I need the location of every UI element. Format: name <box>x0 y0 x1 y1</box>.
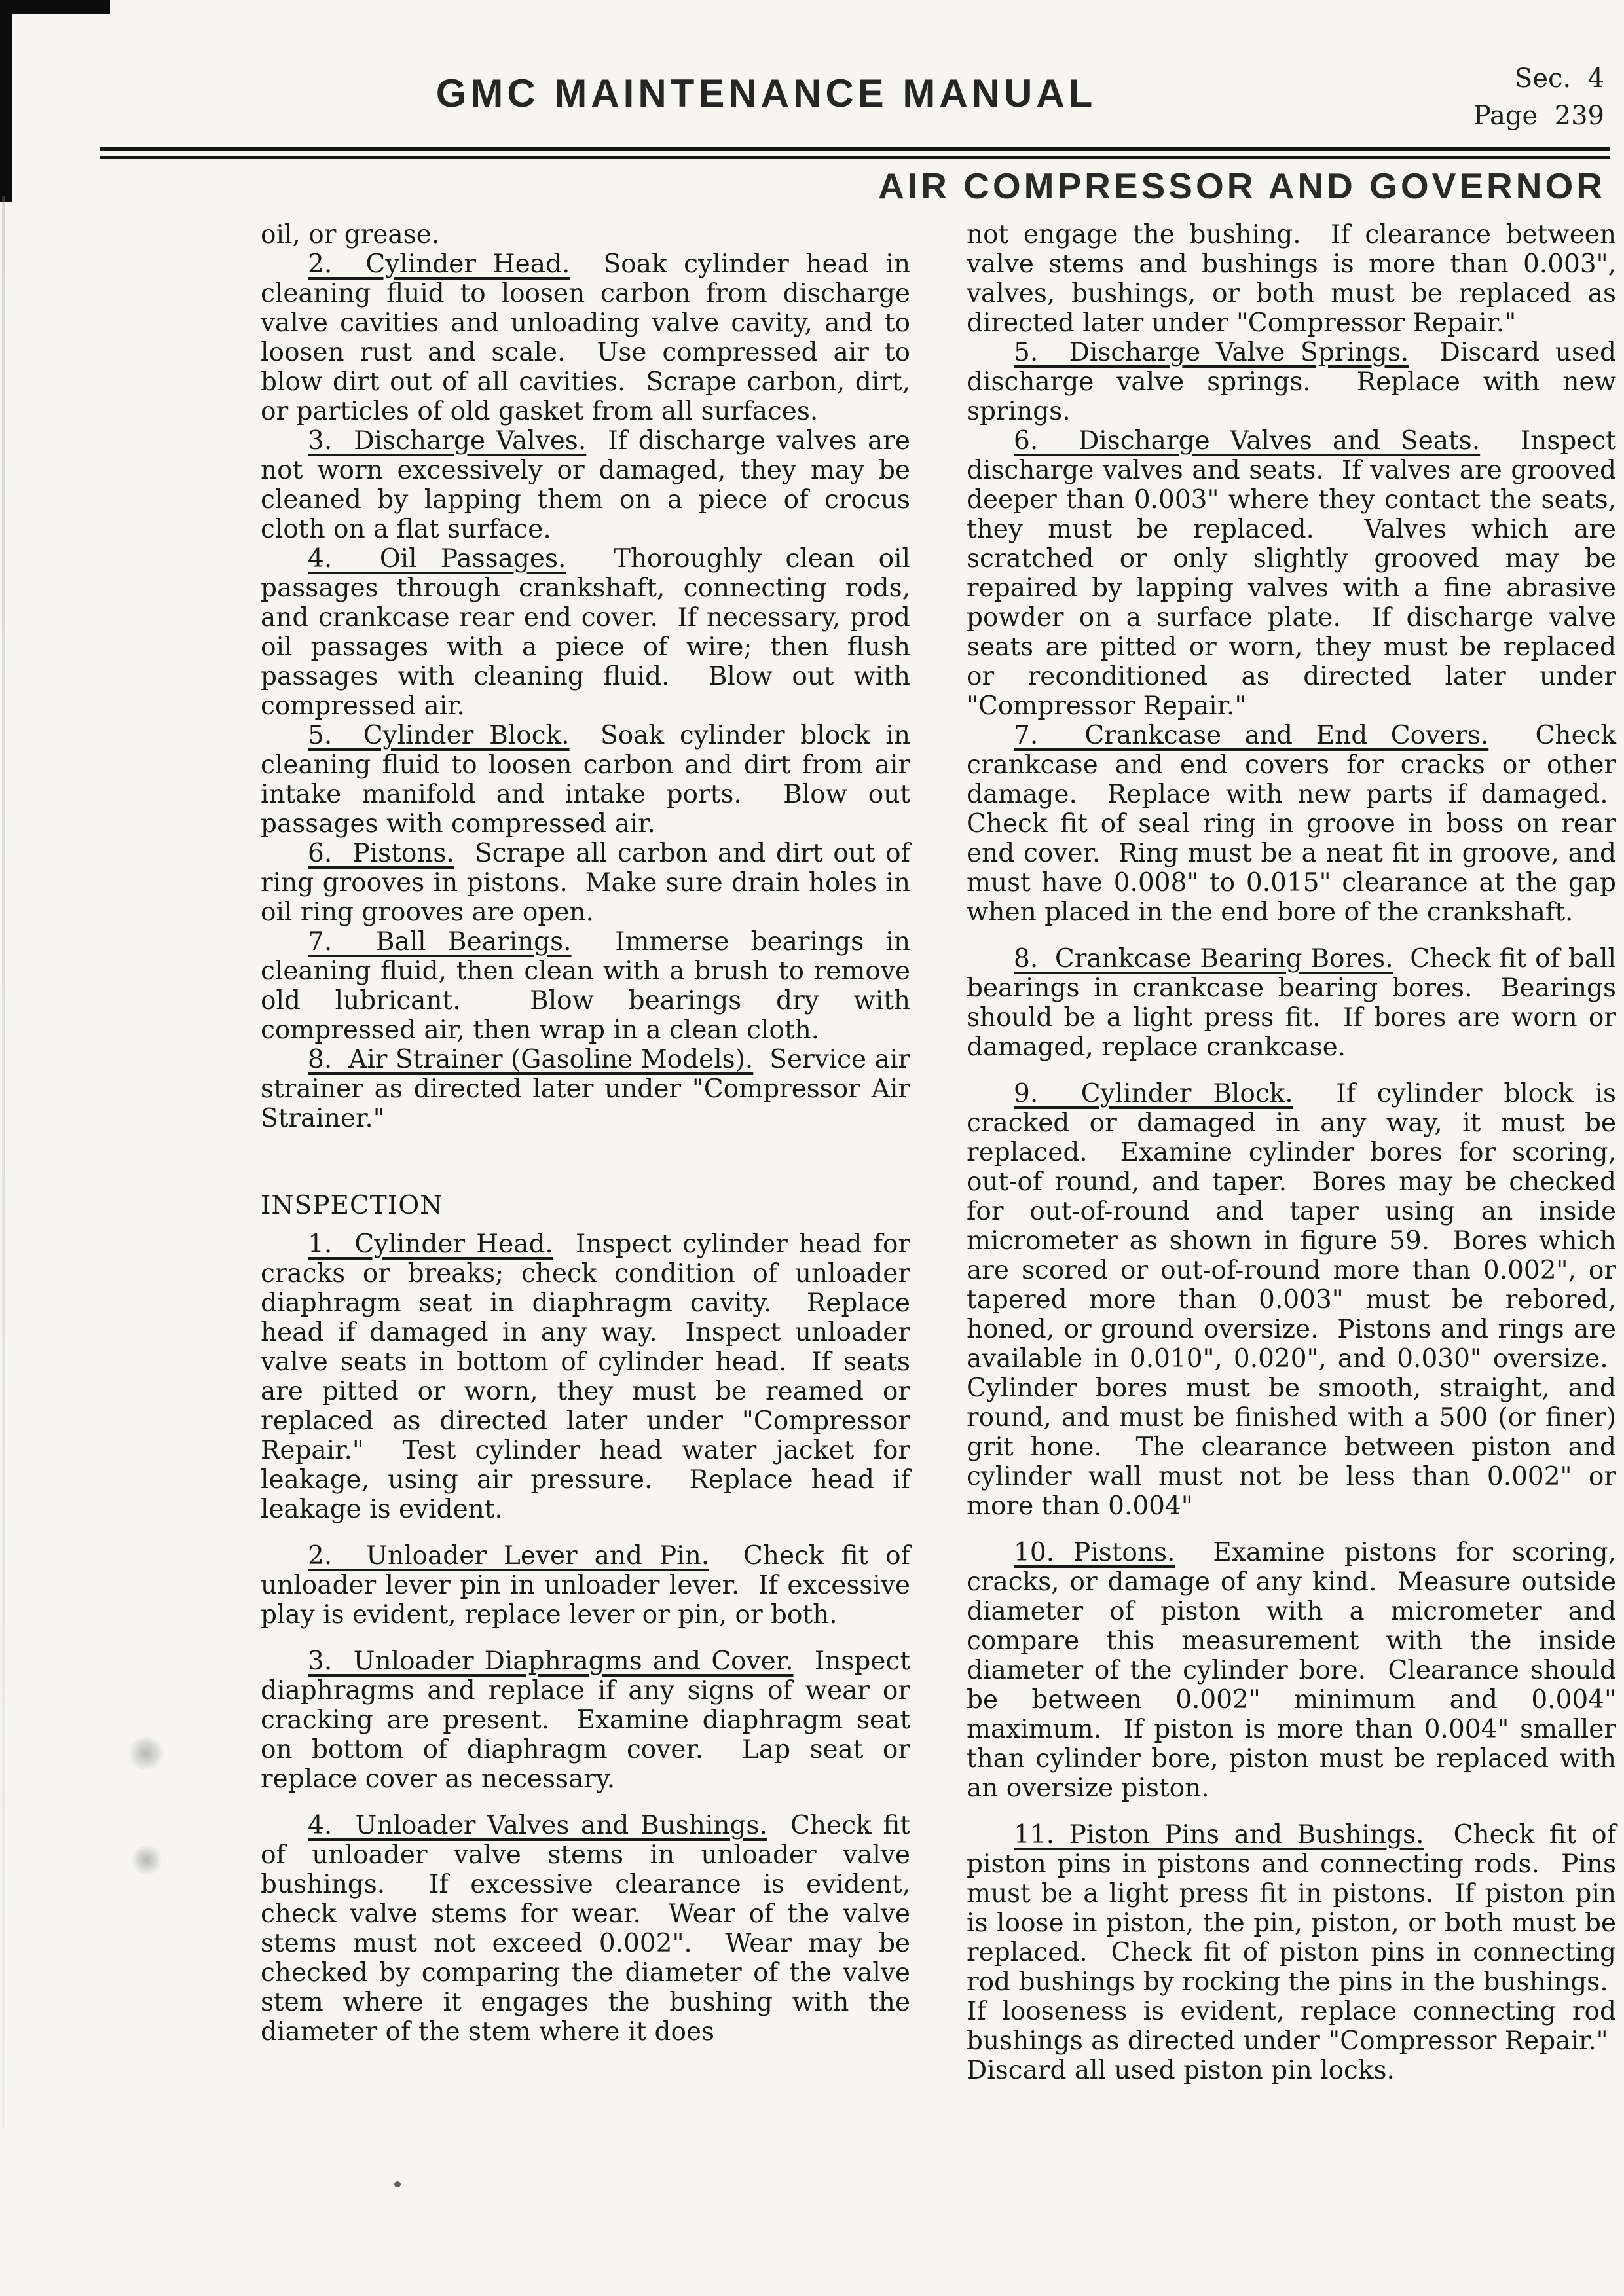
scan-speck <box>394 2181 401 2187</box>
left-column <box>261 220 910 2047</box>
item-heading: 3. Discharge Valves. <box>308 426 587 456</box>
item-heading: 2. Unloader Lever and Pin. <box>308 1541 710 1571</box>
paragraph: 11. Piston Pins and Bushings. Check fit of piston pins in pistons and connecting rods. Pins must be a light press fit in pistons. If piston pin is loose in piston, the pin, piston, or both must be replaced. Check fit of piston pins in connecting rod bushings by rocking the pins in the bushings. If looseness is evident, replace connecting rod bushings as directed under "Compressor Repair." Discard all used piston pin locks. <box>967 1820 1616 2085</box>
paragraph: oil, or grease. <box>261 220 440 249</box>
scan-smudge <box>128 1736 164 1770</box>
item-heading: 6. Pistons. <box>308 839 454 868</box>
paragraph: 7. Ball Bearings. Immerse bearings in cleaning fluid, then clean with a brush to remove old lubricant. Blow bearings dry with compressed air, then wrap in a clean cloth. <box>261 927 910 1045</box>
paragraph: 2. Unloader Lever and Pin. Check fit of unloader lever pin in unloader lever. If excessive play is evident, replace lever or pin, or both. <box>261 1541 910 1630</box>
item-heading: 5. Discharge Valve Springs. <box>1014 338 1409 367</box>
item-heading: 5. Cylinder Block. <box>308 721 570 750</box>
section-heading: INSPECTION <box>261 1191 443 1220</box>
item-heading: 8. Air Strainer (Gasoline Models). <box>308 1045 754 1074</box>
header-rule-top <box>100 147 1610 151</box>
section-page-block <box>1473 60 1604 135</box>
item-heading: 7. Crankcase and End Covers. <box>1014 721 1489 750</box>
scan-smudge <box>131 1845 162 1875</box>
scan-edge-artifact <box>2 196 5 2128</box>
page-title: GMC MAINTENANCE MANUAL <box>435 71 1097 115</box>
chapter-subtitle: AIR COMPRESSOR AND GOVERNOR <box>878 166 1606 206</box>
paragraph: 2. Cylinder Head. Soak cylinder head in cleaning fluid to loosen carbon from discharge valve cavities and unloading valve cavity, and to loosen rust and scale. Use compressed air to blow dirt out of all cavities. Scrape carbon, dirt, or particles of old gasket from all surfaces. <box>261 249 911 426</box>
item-heading: 11. Piston Pins and Bushings. <box>1014 1820 1424 1850</box>
paragraph: 4. Oil Passages. Thoroughly clean oil passages through crankshaft, connecting rods, and crankcase rear end cover. If necessary, prod oil passages with a piece of wire; then flush passages with cleaning fluid. Blow out with compressed air. <box>261 544 910 721</box>
item-heading: 4. Unloader Valves and Bushings. <box>308 1811 767 1840</box>
item-heading: 3. Unloader Diaphragms and Cover. <box>308 1647 794 1676</box>
item-heading: 1. Cylinder Head. <box>308 1230 553 1259</box>
item-heading: 8. Crankcase Bearing Bores. <box>1014 944 1393 974</box>
right-column <box>967 220 1616 2085</box>
paragraph: 8. Crankcase Bearing Bores. Check fit of ball bearings in crankcase bearing bores. Bearings should be a light press fit. If bores are worn or damaged, replace crankcase. <box>967 944 1616 1062</box>
paragraph: 7. Crankcase and End Covers. Check crankcase and end covers for cracks or other damage. Replace with new parts if damaged. Check fit of seal ring in groove in boss on rear end cover. Ring must be a neat fit in groove, and must have 0.008" to 0.015" clearance at the gap when placed in the end bore of the crankshaft. <box>967 721 1616 927</box>
item-heading: 10. Pistons. <box>1014 1538 1175 1567</box>
paragraph: 8. Air Strainer (Gasoline Models). Service air strainer as directed later under "Compressor Air Strainer." <box>261 1045 910 1133</box>
paragraph: 9. Cylinder Block. If cylinder block is cracked or damaged in any way, it must be replaced. Examine cylinder bores for scoring, out-of round, and taper. Bores may be checked for out-of-round and taper using an inside micrometer as shown in figure 59. Bores which are scored or out-of-round more than 0.002", or tapered more than 0.003" must be rebored, honed, or ground oversize. Pistons and rings are available in 0.010", 0.020", and 0.030" oversize. Cylinder bores must be smooth, straight, and round, and must be finished with a 500 (or finer) grit hone. The clearance between piston and cylinder wall must not be less than 0.002" or more than 0.004" <box>967 1079 1616 1521</box>
paragraph: 4. Unloader Valves and Bushings. Check fit of unloader valve stems in unloader valve bushings. If excessive clearance is evident, check valve stems for wear. Wear of the valve stems must not exceed 0.002". Wear may be checked by comparing the diameter of the valve stem where it engages the bushing with the diameter of the stem where it does <box>261 1811 910 2047</box>
paragraph: 10. Pistons. Examine pistons for scoring, cracks, or damage of any kind. Measure outside diameter of piston with a micrometer and compare this measurement with the inside diameter of the cylinder bore. Clearance should be between 0.002" minimum and 0.004" maximum. If piston is more than 0.004" smaller than cylinder bore, piston must be replaced with an oversize piston. <box>967 1538 1616 1803</box>
paragraph: not engage the bushing. If clearance between valve stems and bushings is more than 0.003", valves, bushings, or both must be replaced as directed later under "Compressor Repair." <box>967 220 1616 338</box>
header-rule-bottom <box>100 156 1610 159</box>
item-heading: 4. Oil Passages. <box>308 544 566 574</box>
item-heading: 6. Discharge Valves and Seats. <box>1014 426 1481 456</box>
paragraph: 3. Discharge Valves. If discharge valves are not worn excessively or damaged, they may be cleaned by lapping them on a piece of crocus cloth on a flat surface. <box>261 426 910 544</box>
paragraph: 5. Cylinder Block. Soak cylinder block in cleaning fluid to loosen carbon and dirt from air intake manifold and intake ports. Blow out passages with compressed air. <box>261 721 910 839</box>
paragraph: 6. Discharge Valves and Seats. Inspect discharge valves and seats. If valves are grooved deeper than 0.003" where they contact the seats, they must be replaced. Valves which are scratched or only slightly grooved may be repaired by lapping valves with a fine abrasive powder on a surface plate. If discharge valve seats are pitted or worn, they must be replaced or reconditioned as directed later under "Compressor Repair." <box>967 426 1616 721</box>
scan-corner-artifact <box>0 0 110 14</box>
paragraph: 1. Cylinder Head. Inspect cylinder head for cracks or breaks; check condition of unloader diaphragm seat in diaphragm cavity. Replace head if damaged in any way. Inspect unloader valve seats in bottom of cylinder head. If seats are pitted or worn, they must be reamed or replaced as directed later under "Compressor Repair." Test cylinder head water jacket for leakage, using air pressure. Replace head if leakage is evident. <box>261 1230 910 1524</box>
page-number-label: Page 239 <box>1473 101 1604 131</box>
item-heading: 2. Cylinder Head. <box>308 249 570 279</box>
paragraph: 5. Discharge Valve Springs. Discard used discharge valve springs. Replace with new springs. <box>967 338 1616 426</box>
item-heading: 7. Ball Bearings. <box>308 927 572 957</box>
paragraph: 6. Pistons. Scrape all carbon and dirt out of ring grooves in pistons. Make sure drain holes in oil ring grooves are open. <box>261 839 910 927</box>
paragraph: 3. Unloader Diaphragms and Cover. Inspect diaphragms and replace if any signs of wear or cracking are present. Examine diaphragm seat on bottom of diaphragm cover. Lap seat or replace cover as necessary. <box>261 1647 910 1794</box>
scan-corner-artifact <box>0 0 12 202</box>
section-label: Sec. 4 <box>1514 64 1604 94</box>
item-heading: 9. Cylinder Block. <box>1014 1079 1293 1108</box>
